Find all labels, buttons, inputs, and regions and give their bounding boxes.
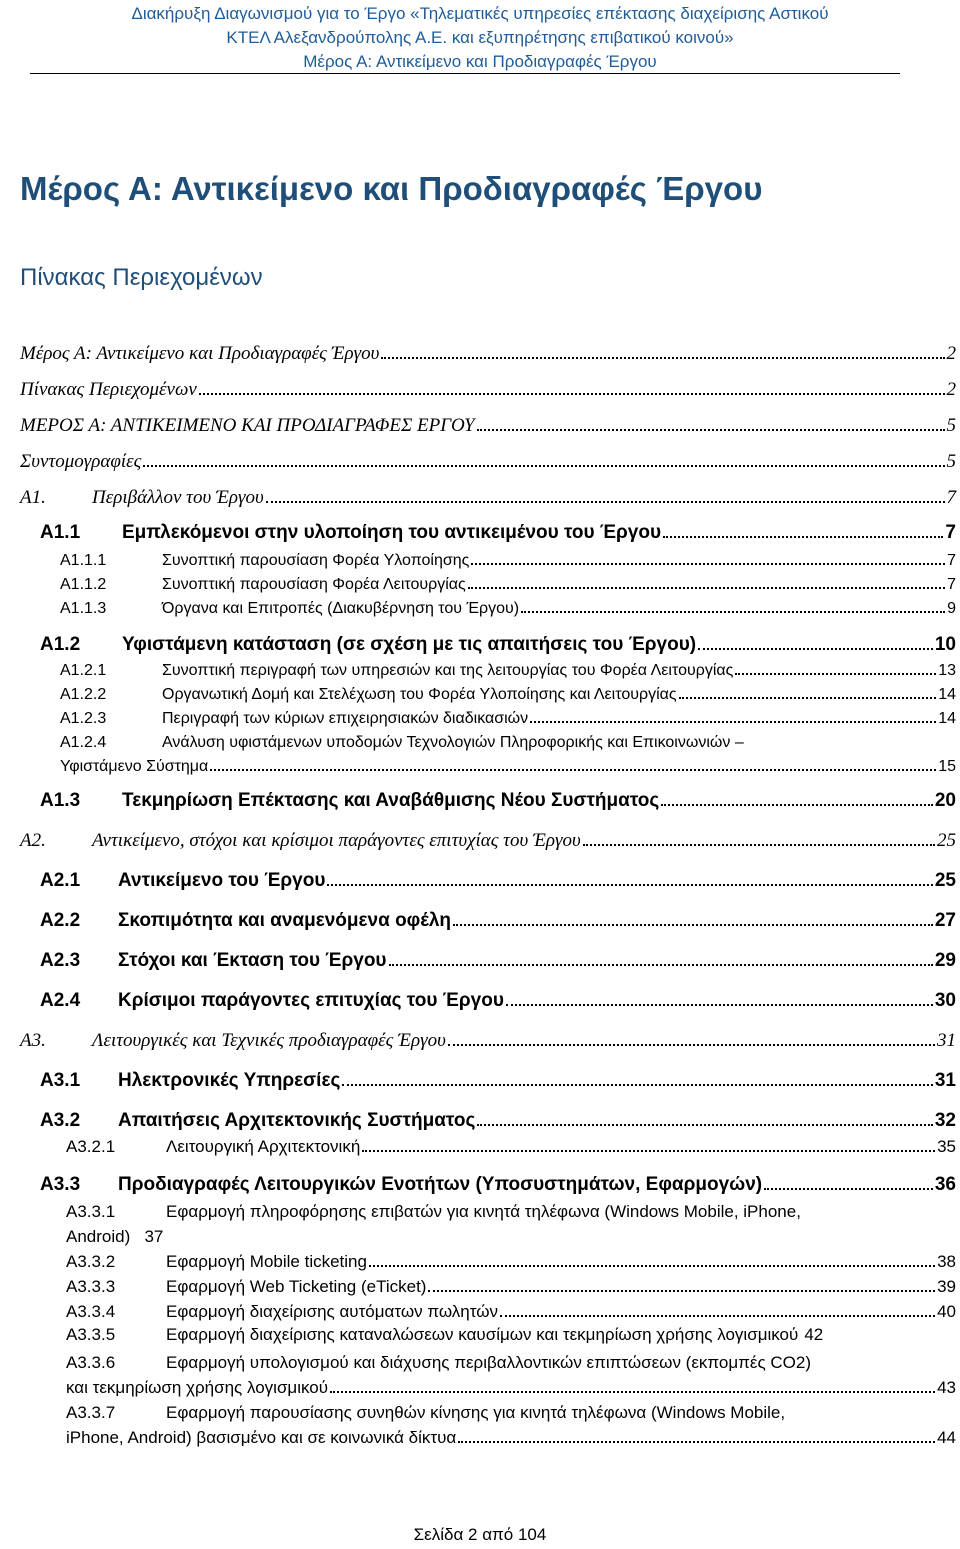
toc-entry[interactable] — [20, 1350, 956, 1400]
toc-entry-text: Σκοπιμότητα και αναμενόμενα οφέλη — [118, 910, 452, 932]
toc-leader-dots — [428, 1275, 935, 1292]
toc-entry-text: Λειτουργικές και Τεχνικές προδιαγραφές Έργου — [92, 1030, 446, 1052]
toc-page-number: 5 — [946, 451, 956, 473]
toc-entry-number: Α1. — [20, 487, 46, 509]
toc-entry-number: Α3.3.5 — [66, 1325, 116, 1344]
toc-entry[interactable] — [20, 1300, 956, 1325]
toc-leader-dots — [330, 1376, 935, 1393]
header-line-2: ΚΤΕΛ Αλεξανδρούπολης Α.Ε. και εξυπηρέτησης επιβατικού κοινού» — [226, 28, 734, 47]
toc-entry[interactable] — [20, 907, 956, 947]
toc-entry[interactable] — [20, 867, 956, 907]
toc-entry-text: Αντικείμενο του Έργου — [118, 870, 326, 892]
toc-entry-text: Συνοπτική παρουσίαση Φορέα Λειτουργίας — [162, 576, 466, 594]
toc-leader-dots — [583, 827, 935, 846]
toc-entry-number: Α2.3 — [40, 950, 81, 972]
toc-entry[interactable] — [20, 1067, 956, 1107]
toc-leader-dots — [458, 1426, 935, 1443]
toc-entry-text: Εφαρμογή διαχείρισης αυτόματων πωλητών — [166, 1302, 498, 1322]
toc-entry-number: Α1.1 — [40, 522, 81, 544]
toc-leader-dots — [210, 755, 936, 771]
toc-entry-number: Α1.3 — [40, 790, 81, 812]
toc-entry[interactable] — [20, 1171, 956, 1199]
toc-entry[interactable] — [20, 1107, 956, 1135]
toc-entry[interactable] — [20, 549, 956, 573]
toc-entry[interactable] — [20, 707, 956, 731]
toc-entry-text: Εφαρμογή διαχείρισης καταναλώσεων καυσίμων και τεκμηρίωση χρήσης λογισμικού — [166, 1325, 799, 1344]
toc-entry[interactable] — [20, 1199, 956, 1250]
toc-leader-dots — [381, 340, 944, 359]
toc-page-number: 31 — [937, 1030, 956, 1052]
toc-entry-text: Συντομογραφίες — [20, 451, 142, 473]
toc-entry-text: Εφαρμογή Web Ticketing (eTicket) — [166, 1277, 427, 1297]
toc-entry[interactable] — [20, 340, 956, 376]
toc-page-number: 30 — [934, 990, 956, 1012]
toc-entry-number: Α3.3.2 — [66, 1252, 116, 1272]
toc-entry[interactable] — [20, 827, 956, 867]
toc-entry[interactable] — [20, 1325, 956, 1350]
toc-entry[interactable] — [20, 484, 956, 519]
toc-entry[interactable] — [20, 631, 956, 659]
toc-entry-text: Οργανωτική Δομή και Στελέχωση του Φορέα Υλοποίησης και Λειτουργίας — [162, 686, 677, 704]
toc-page-number: 40 — [937, 1302, 956, 1322]
toc-page-number: 39 — [937, 1277, 956, 1297]
toc-entry[interactable] — [20, 1250, 956, 1275]
toc-entry-number: Α1.1.2 — [60, 576, 107, 594]
toc-entry-text: Κρίσιμοι παράγοντες επιτυχίας του Έργου — [118, 990, 504, 1012]
toc-leader-dots — [369, 1250, 935, 1267]
toc-leader-dots — [362, 1135, 935, 1152]
toc-leader-dots — [521, 597, 945, 613]
toc-entry[interactable] — [20, 376, 956, 412]
toc-entry-number: Α1.2 — [40, 634, 81, 656]
toc-entry-text: Τεκμηρίωση Επέκτασης και Αναβάθμισης Νέου Συστήματος — [122, 790, 660, 812]
toc-leader-dots — [448, 1027, 935, 1046]
toc-entry[interactable] — [20, 573, 956, 597]
toc-entry-text: Περιγραφή των κύριων επιχειρησιακών διαδικασιών — [162, 710, 529, 728]
toc-entry-number: Α1.2.4 — [60, 734, 107, 751]
toc-leader-dots — [477, 1107, 932, 1126]
toc-page-number: 2 — [946, 379, 956, 401]
toc-page-number: 20 — [934, 790, 956, 812]
toc-page-number: 2 — [946, 343, 956, 365]
toc-leader-dots — [764, 1171, 933, 1190]
toc-page-number: 44 — [937, 1428, 956, 1447]
toc-entry-text: Μέρος Α: Αντικείμενο και Προδιαγραφές Έργου — [20, 343, 380, 365]
toc-entry-number: Α3.2.1 — [66, 1137, 116, 1157]
toc-page-number: 7 — [946, 487, 956, 509]
toc-entry-number: Α3.3.3 — [66, 1277, 116, 1297]
toc-entry-text: Όργανα και Επιτροπές (Διακυβέρνηση του Έργου) — [162, 600, 520, 618]
toc-entry-text-continued: και τεκμηρίωση χρήσης λογισμικού — [66, 1378, 329, 1397]
toc-entry-number: Α1.1.1 — [60, 552, 107, 570]
toc-page-number: 42 — [804, 1325, 824, 1344]
toc-leader-dots — [735, 659, 936, 675]
toc-entry-text: Εφαρμογή υπολογισμού και διάχυσης περιβαλλοντικών επιπτώσεων (εκπομπές CO2) — [166, 1353, 811, 1372]
toc-entry-text: Στόχοι και Έκταση του Έργου — [118, 950, 387, 972]
toc-entry[interactable] — [20, 519, 956, 549]
toc-entry[interactable] — [20, 947, 956, 987]
toc-entry-text: Εφαρμογή παρουσίασης συνηθών κίνησης για κινητά τηλέφωνα (Windows Mobile, — [166, 1403, 786, 1422]
document-header — [0, 0, 960, 74]
toc-entry[interactable] — [20, 683, 956, 707]
toc-page-number: 25 — [937, 830, 956, 852]
toc-entry[interactable] — [20, 1027, 956, 1067]
table-of-contents — [20, 340, 956, 1450]
toc-entry-number: Α3.3.1 — [66, 1202, 116, 1221]
toc-page-number: 35 — [937, 1137, 956, 1157]
toc-page-number: 14 — [938, 686, 956, 704]
toc-page-number: 9 — [947, 600, 956, 618]
toc-entry-number: Α3.1 — [40, 1070, 81, 1092]
page-footer: Σελίδα 2 από 104 — [413, 1525, 547, 1544]
toc-page-number: 36 — [934, 1174, 956, 1196]
toc-page-number: 7 — [947, 552, 956, 570]
toc-entry-text: ΜΕΡΟΣ Α: ΑΝΤΙΚΕΙΜΕΝΟ ΚΑΙ ΠΡΟΔΙΑΓΡΑΦΕΣ ΕΡΓΟΥ — [20, 415, 475, 437]
toc-leader-dots — [477, 412, 945, 431]
toc-entry-text-continued: Υφιστάμενο Σύστημα — [60, 758, 209, 776]
toc-entry-number: Α1.1.3 — [60, 600, 107, 618]
toc-entry[interactable] — [20, 787, 956, 827]
toc-entry-number: Α1.2.3 — [60, 710, 107, 728]
toc-page-number: 14 — [938, 710, 956, 728]
toc-entry[interactable] — [20, 448, 956, 484]
toc-entry-text: Εφαρμογή πληροφόρησης επιβατών για κινητά τηλέφωνα (Windows Mobile, iPhone, — [166, 1202, 801, 1221]
header-line-1: Διακήρυξη Διαγωνισμού για το Έργο «Τηλεματικές υπηρεσίες επέκτασης διαχείρισης Αστικού — [131, 4, 829, 23]
toc-entry[interactable] — [20, 1400, 956, 1450]
header-divider — [30, 73, 900, 74]
toc-leader-dots — [266, 484, 945, 503]
toc-page-number: 38 — [937, 1252, 956, 1272]
toc-page-number: 43 — [937, 1378, 956, 1397]
toc-entry-text: Αντικείμενο, στόχοι και κρίσιμοι παράγοντες επιτυχίας του Έργου — [92, 830, 581, 852]
toc-page-number: 7 — [947, 576, 956, 594]
toc-entry-number: Α3.2 — [40, 1110, 81, 1132]
toc-leader-dots — [468, 573, 945, 589]
toc-leader-dots — [453, 907, 933, 926]
toc-entry-text: Εφαρμογή Mobile ticketing — [166, 1252, 367, 1272]
toc-leader-dots — [342, 1067, 933, 1086]
toc-entry-number: Α3.3.6 — [66, 1353, 116, 1372]
toc-page-number: 13 — [938, 662, 956, 680]
toc-heading: Πίνακας Περιεχομένων — [20, 264, 263, 291]
toc-entry[interactable] — [20, 731, 956, 787]
part-title: Μέρος Α: Αντικείμενο και Προδιαγραφές Έργου — [20, 170, 763, 207]
toc-entry-text-continued: iPhone, Android) βασισμένο και σε κοινωνικά δίκτυα — [66, 1428, 457, 1447]
toc-entry[interactable] — [20, 659, 956, 683]
header-line-3: Μέρος Α: Αντικείμενο και Προδιαγραφές Έργου — [303, 52, 657, 71]
toc-page-number: 10 — [934, 634, 956, 656]
toc-page-number: 37 — [144, 1227, 164, 1246]
toc-entry-number: Α1.2.1 — [60, 662, 107, 680]
toc-entry[interactable] — [20, 597, 956, 631]
toc-page-number: 7 — [945, 522, 956, 544]
toc-page-number: 25 — [934, 870, 956, 892]
toc-entry-text: Εμπλεκόμενοι στην υλοποίηση του αντικειμένου του Έργου — [122, 522, 662, 544]
toc-leader-dots — [143, 448, 944, 467]
toc-page-number: 27 — [934, 910, 956, 932]
toc-entry-number: Α3.3.4 — [66, 1302, 116, 1322]
toc-leader-dots — [471, 549, 945, 565]
toc-entry-text: Προδιαγραφές Λειτουργικών Ενοτήτων (Υποσυστημάτων, Εφαρμογών) — [118, 1174, 763, 1196]
toc-entry[interactable] — [20, 1135, 956, 1171]
toc-entry-text: Απαιτήσεις Αρχιτεκτονικής Συστήματος — [118, 1110, 476, 1132]
toc-page-number: 5 — [946, 415, 956, 437]
toc-entry[interactable] — [20, 412, 956, 448]
toc-page-number: 29 — [934, 950, 956, 972]
toc-entry-text: Περιβάλλον του Έργου — [92, 487, 264, 509]
toc-entry[interactable] — [20, 987, 956, 1027]
toc-entry-text: Υφιστάμενη κατάσταση (σε σχέση με τις απαιτήσεις του Έργου) — [122, 634, 697, 656]
toc-entry-text: Λειτουργική Αρχιτεκτονική — [166, 1137, 361, 1157]
toc-leader-dots — [661, 787, 933, 806]
toc-leader-dots — [679, 683, 937, 699]
toc-leader-dots — [199, 376, 945, 395]
toc-leader-dots — [389, 947, 933, 966]
toc-entry-number: Α3.3 — [40, 1174, 81, 1196]
toc-entry-number: Α2.1 — [40, 870, 81, 892]
toc-entry-number: Α1.2.2 — [60, 686, 107, 704]
toc-leader-dots — [530, 707, 936, 723]
toc-page-number: 32 — [934, 1110, 956, 1132]
toc-entry[interactable] — [20, 1275, 956, 1300]
toc-leader-dots — [327, 867, 932, 886]
toc-leader-dots — [506, 987, 933, 1006]
toc-leader-dots — [698, 631, 933, 650]
toc-page-number: 31 — [934, 1070, 956, 1092]
toc-entry-number: Α3.3.7 — [66, 1403, 116, 1422]
toc-entry-text: Πίνακας Περιεχομένων — [20, 379, 197, 401]
toc-entry-text: Συνοπτική παρουσίαση Φορέα Υλοποίησης — [162, 552, 470, 570]
toc-entry-text: Ηλεκτρονικές Υπηρεσίες — [118, 1070, 341, 1092]
toc-entry-number: Α3. — [20, 1030, 46, 1052]
toc-leader-dots — [500, 1300, 935, 1317]
toc-entry-text-continued: Android) — [66, 1227, 131, 1246]
toc-entry-text: Ανάλυση υφιστάμενων υποδομών Τεχνολογιών Πληροφορικής και Επικοινωνιών – — [162, 734, 744, 751]
toc-entry-number: Α2. — [20, 830, 46, 852]
toc-entry-number: Α2.2 — [40, 910, 81, 932]
toc-leader-dots — [663, 519, 943, 538]
toc-entry-text: Συνοπτική περιγραφή των υπηρεσιών και της λειτουργίας του Φορέα Λειτουργίας — [162, 662, 734, 680]
toc-page-number: 15 — [938, 758, 956, 776]
toc-entry-number: Α2.4 — [40, 990, 81, 1012]
